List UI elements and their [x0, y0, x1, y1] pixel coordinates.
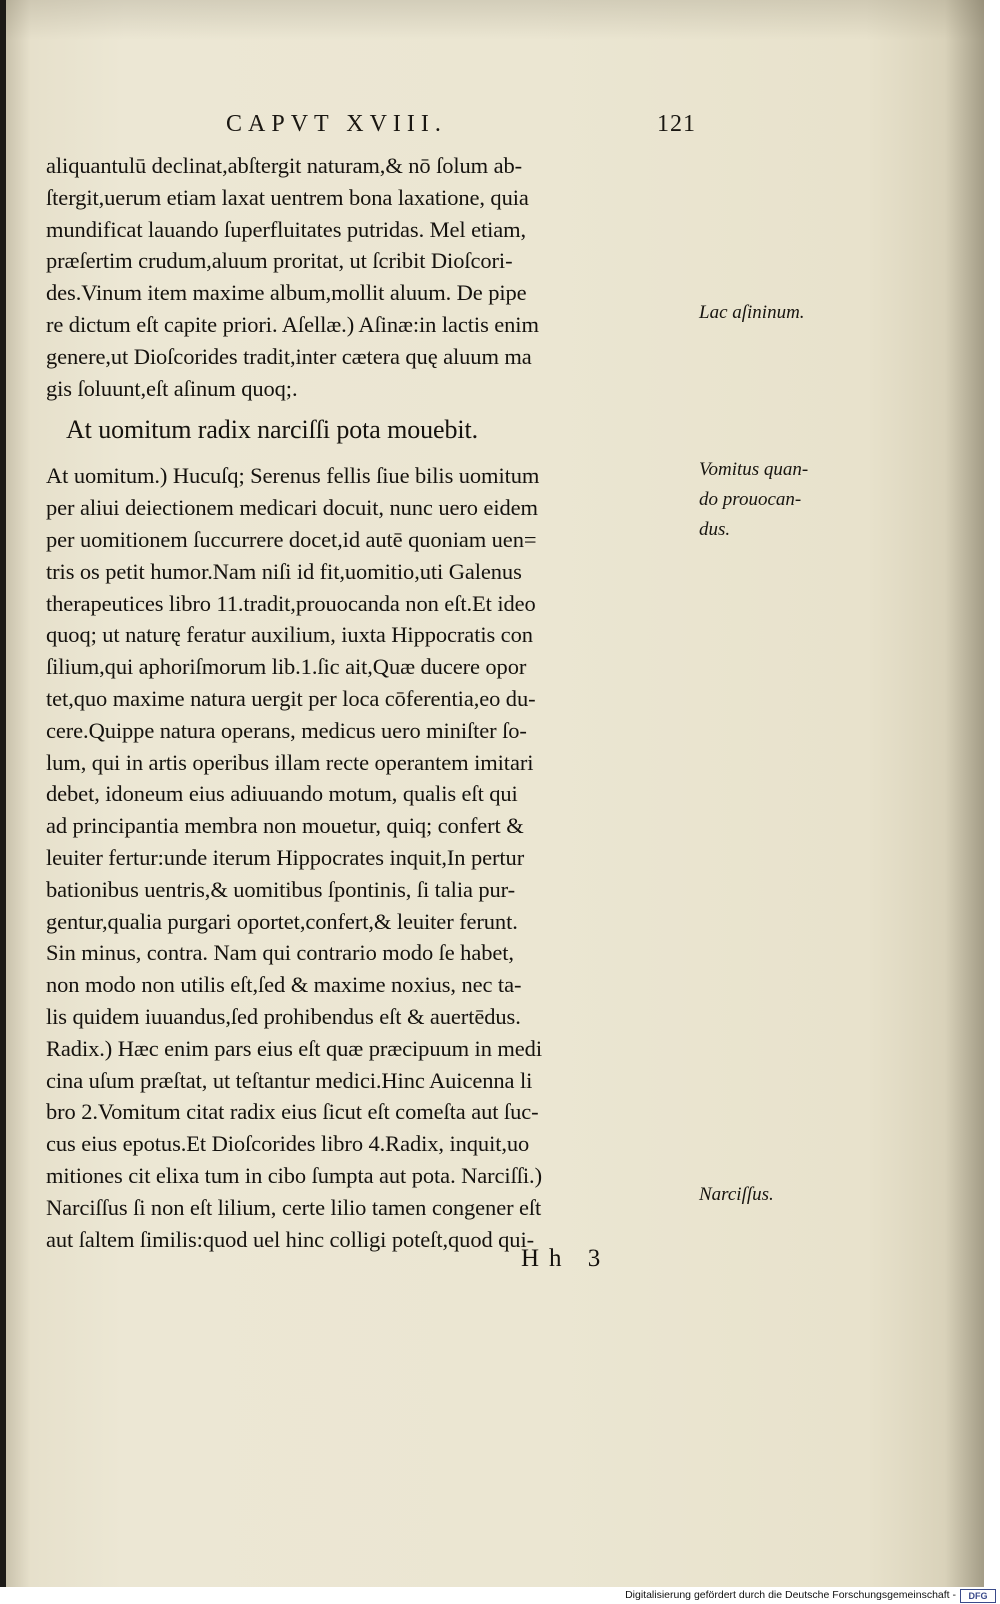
text-line: Radix.) Hæc enim pars eius eſt quæ præcipuum in medi	[46, 1035, 542, 1061]
text-line: quoq; ut naturę feratur auxilium, iuxta Hippocratis con	[46, 622, 533, 648]
text-line: per aliui deiectionem medicari docuit, nunc uero eidem	[46, 495, 538, 521]
running-head	[226, 111, 696, 141]
text-line: bationibus uentris,& uomitibus ſpontinis, ſi talia pur-	[46, 876, 516, 902]
margin-note-narcissus: Narciſſus.	[699, 1184, 774, 1205]
text-line: therapeutices libro 11.tradit,prouocanda non eſt.Et ideo	[46, 590, 536, 616]
text-line: mitiones cit elixa tum in cibo ſumpta aut pota. Narciſſi.)	[46, 1162, 542, 1188]
text-line: debet, idoneum eius adiuuando motum, qualis eſt qui	[46, 781, 518, 807]
text-line: tris os petit humor.Nam niſi id fit,uomitio,uti Galenus	[46, 558, 522, 584]
text-line: non modo non utilis eſt,ſed & maxime noxius, nec ta-	[46, 972, 522, 998]
text-line: Narciſſus ſi non eſt lilium, certe lilio tamen congener eſt	[46, 1194, 542, 1220]
text-line: cina uſum præſtat, ut teſtantur medici.Hinc Auicenna li	[46, 1067, 533, 1093]
text-line: aliquantulū declinat,abſtergit naturam,& nō ſolum ab-	[46, 153, 523, 178]
text-line: præſertim crudum,aluum proritat, ut ſcribit Dioſcori-	[46, 248, 513, 274]
book-page	[6, 0, 984, 1587]
dfg-logo: DFG	[960, 1589, 996, 1603]
text-line: cere.Quippe natura operans, medicus uero miniſter ſo-	[46, 717, 527, 743]
text-line: ſilium,qui aphoriſmorum lib.1.ſic ait,Quæ ducere opor	[46, 654, 527, 680]
margin-note-lac-asininum: Lac aſininum.	[699, 302, 805, 323]
margin-note-vomitus-3: dus.	[699, 519, 731, 540]
text-line: bro 2.Vomitum citat radix eius ſicut eſt comeſta aut ſuc-	[46, 1099, 539, 1125]
text-line: cus eius epotus.Et Dioſcorides libro 4.Radix, inquit,uo	[46, 1131, 530, 1157]
margin-note-vomitus-2: do prouocan-	[699, 489, 802, 510]
text-line: genere,ut Dioſcorides tradit,inter cætera quę aluum ma	[46, 343, 532, 369]
text-line: ad principantia membra non mouetur, quiq; confert &	[46, 813, 524, 839]
text-line: gentur,qualia purgari oportet,confert,& leuiter ferunt.	[46, 908, 518, 934]
text-line: lum, qui in artis operibus illam recte operantem imitari	[46, 749, 534, 775]
text-line: mundificat lauando ſuperfluitates putridas. Mel etiam,	[46, 216, 527, 242]
verse-line: At uomitum radix narciſſi pota mouebit.	[66, 415, 479, 445]
text-line: gis ſoluunt,eſt aſinum quoq;.	[46, 375, 298, 401]
folio-number: 121	[657, 111, 696, 137]
text-line: per uomitionem ſuccurrere docet,id autē quoniam uen=	[46, 526, 537, 552]
text-line: ſtergit,uerum etiam laxat uentrem bona laxatione, quia	[46, 184, 529, 210]
text-line: des.Vinum item maxime album,mollit aluum. De pipe	[46, 280, 527, 306]
running-head-title: CAPVT XVIII.	[226, 111, 447, 137]
text-line: aut ſaltem ſimilis:quod uel hinc colligi poteſt,quod qui-	[46, 1226, 534, 1252]
text-line: tet,quo maxime natura uergit per loca cōferentia,eo du-	[46, 685, 536, 711]
text-line: leuiter fertur:unde iterum Hippocrates inquit,In pertur	[46, 844, 525, 870]
footer-credit: Digitalisierung gefördert durch die Deutsche Forschungsgemeinschaft -	[625, 1589, 956, 1601]
main-text-block	[46, 150, 696, 1255]
margin-note-vomitus-1: Vomitus quan-	[699, 459, 809, 480]
text-line: lis quidem iuuandus,ſed prohibendus eſt & auertēdus.	[46, 1003, 521, 1029]
signature-mark: Hh 3	[521, 1245, 611, 1272]
text-line: At uomitum.) Hucuſq; Serenus fellis ſiue bilis uomitum	[46, 463, 540, 489]
text-line: Sin minus, contra. Nam qui contrario modo ſe habet,	[46, 940, 514, 966]
text-line: re dictum eſt capite priori. Aſellæ.) Aſinæ:in lactis enim	[46, 311, 539, 337]
